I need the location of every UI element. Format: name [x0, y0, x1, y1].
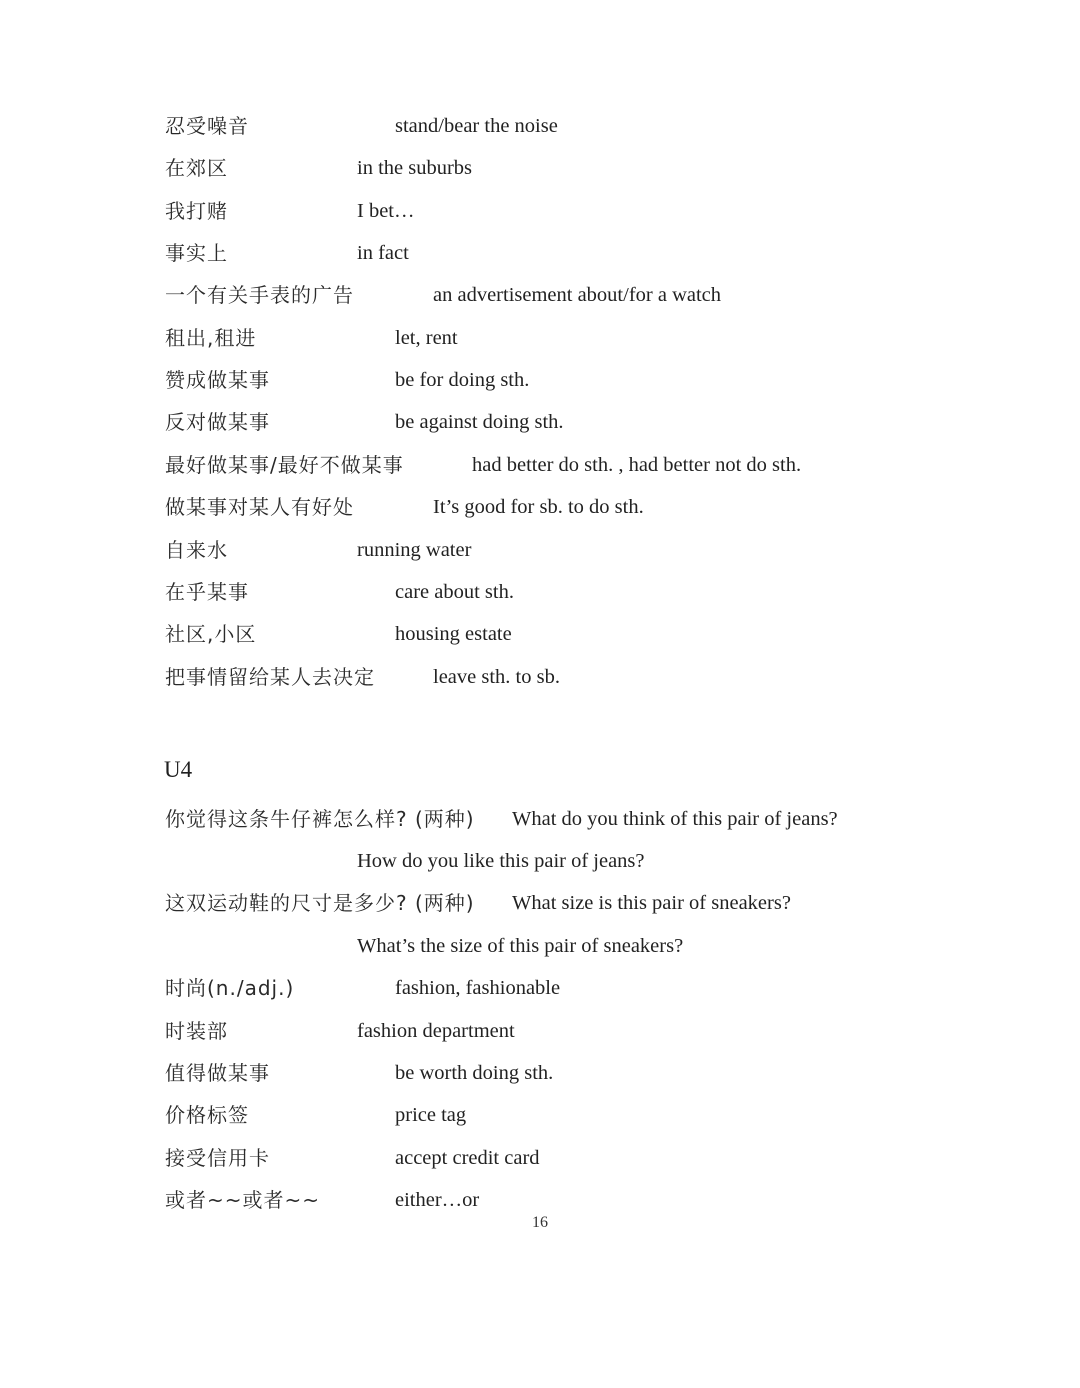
- chinese-phrase: 社区,小区: [165, 622, 257, 646]
- english-phrase: be worth doing sth.: [395, 1062, 554, 1084]
- english-phrase: housing estate: [395, 623, 512, 645]
- english-phrase: What size is this pair of sneakers?: [512, 892, 791, 914]
- english-phrase: What do you think of this pair of jeans?: [512, 808, 838, 830]
- chinese-phrase: 赞成做某事: [165, 368, 270, 392]
- chinese-phrase: 在乎某事: [165, 580, 249, 604]
- english-phrase: stand/bear the noise: [395, 115, 558, 137]
- chinese-phrase: 把事情留给某人去决定: [165, 665, 375, 689]
- chinese-phrase: 做某事对某人有好处: [165, 495, 354, 519]
- english-phrase: had better do sth. , had better not do sth.: [472, 454, 802, 476]
- english-phrase: let, rent: [395, 327, 458, 349]
- unit-heading: U4: [164, 757, 193, 782]
- english-phrase: in fact: [357, 242, 409, 264]
- english-phrase: fashion department: [357, 1020, 515, 1042]
- chinese-phrase: 时装部: [165, 1019, 228, 1043]
- english-phrase: care about sth.: [395, 581, 514, 603]
- chinese-phrase: 接受信用卡: [165, 1146, 270, 1170]
- chinese-phrase: 我打赌: [165, 199, 228, 223]
- chinese-phrase: 时尚(n./adj.): [165, 976, 295, 1000]
- english-phrase: running water: [357, 539, 472, 561]
- chinese-phrase: 租出,租进: [165, 326, 257, 350]
- page-number: 16: [532, 1214, 548, 1231]
- chinese-phrase: 自来水: [165, 538, 228, 562]
- chinese-phrase: 一个有关手表的广告: [165, 283, 354, 307]
- english-phrase: an advertisement about/for a watch: [433, 284, 722, 306]
- english-phrase: How do you like this pair of jeans?: [357, 850, 645, 872]
- chinese-phrase: 这双运动鞋的尺寸是多少? (两种): [165, 891, 475, 915]
- chinese-phrase: 价格标签: [165, 1103, 249, 1127]
- chinese-phrase: 你觉得这条牛仔裤怎么样? (两种): [165, 807, 475, 831]
- english-phrase: be for doing sth.: [395, 369, 530, 391]
- english-phrase: be against doing sth.: [395, 411, 564, 433]
- english-phrase: It’s good for sb. to do sth.: [433, 496, 644, 518]
- chinese-phrase: 或者~~或者~~: [165, 1188, 321, 1212]
- english-phrase: fashion, fashionable: [395, 977, 561, 999]
- chinese-phrase: 值得做某事: [165, 1061, 270, 1085]
- english-phrase: What’s the size of this pair of sneakers?: [357, 935, 684, 957]
- english-phrase: either…or: [395, 1189, 480, 1211]
- english-phrase: accept credit card: [395, 1147, 540, 1169]
- english-phrase: in the suburbs: [357, 157, 473, 179]
- english-phrase: price tag: [395, 1104, 467, 1126]
- chinese-phrase: 反对做某事: [165, 410, 270, 434]
- chinese-phrase: 事实上: [165, 241, 228, 265]
- chinese-phrase: 忍受噪音: [165, 114, 249, 138]
- english-phrase: I bet…: [357, 200, 415, 222]
- english-phrase: leave sth. to sb.: [433, 666, 560, 688]
- chinese-phrase: 在郊区: [165, 156, 228, 180]
- chinese-phrase: 最好做某事/最好不做某事: [165, 453, 404, 477]
